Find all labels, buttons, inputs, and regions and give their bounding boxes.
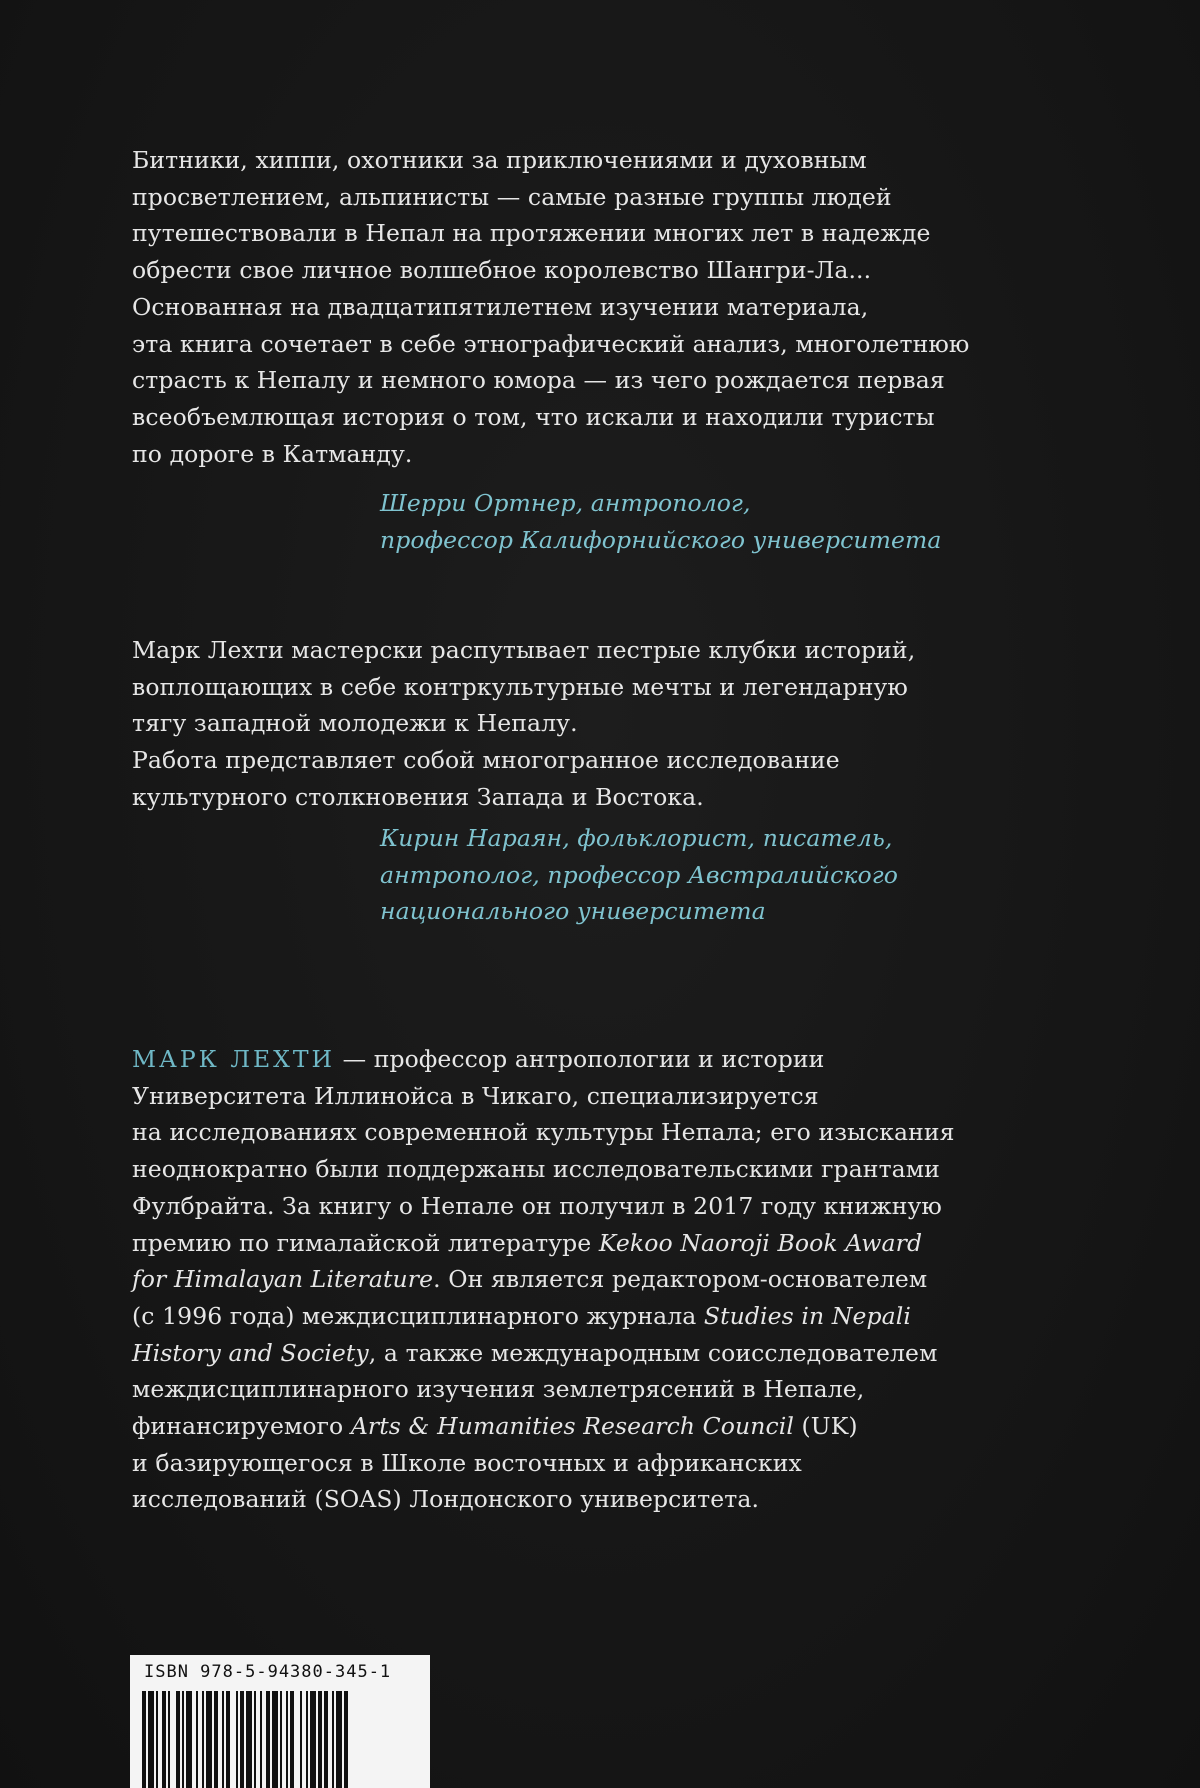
author-name: МАРК ЛЕХТИ bbox=[132, 1045, 335, 1073]
quote-2-attribution bbox=[380, 820, 1100, 930]
barcode-bar bbox=[196, 1691, 198, 1788]
barcode-bar bbox=[202, 1691, 204, 1788]
attribution-line: Кирин Нараян, фольклорист, писатель, bbox=[380, 824, 893, 852]
barcode-bar bbox=[186, 1691, 192, 1788]
quote-2-line: воплощающих в себе контркультурные мечты и легендарную bbox=[132, 672, 908, 701]
quote-1-line: страсть к Непалу и немного юмора — из чего рождается первая bbox=[132, 366, 945, 395]
journal-title: History and Society bbox=[132, 1338, 369, 1367]
quote-2-line: Работа представляет собой многогранное исследование bbox=[132, 746, 840, 775]
bio-line: Фулбрайта. За книгу о Непале он получил в 2017 году книжную bbox=[132, 1191, 942, 1220]
quote-1-line: всеобъемлющая история о том, что искали и находили туристы bbox=[132, 402, 935, 431]
barcode-bar bbox=[300, 1691, 302, 1788]
quote-1-line: Битники, хиппи, охотники за приключениями и духовным bbox=[132, 146, 867, 174]
barcode-bar bbox=[310, 1691, 316, 1788]
barcode-bar bbox=[306, 1691, 308, 1788]
barcode-icon bbox=[140, 1691, 420, 1788]
barcode-bar bbox=[266, 1691, 270, 1788]
barcode-bar bbox=[332, 1691, 334, 1788]
barcode-bar bbox=[280, 1691, 282, 1788]
quote-1-line: по дороге в Катманду. bbox=[132, 439, 413, 468]
barcode-bar bbox=[236, 1691, 238, 1788]
attribution-line: Шерри Ортнер, антрополог, bbox=[380, 489, 751, 517]
council-name: Arts & Humanities Research Council bbox=[350, 1412, 794, 1441]
barcode-bar bbox=[226, 1691, 230, 1788]
bio-line: неоднократно были поддержаны исследовательскими грантами bbox=[132, 1155, 940, 1184]
bio-line: финансируемого Arts & Humanities Research Council (UK) bbox=[132, 1412, 858, 1441]
barcode-bar bbox=[290, 1691, 294, 1788]
award-title: Kekoo Naoroji Book Award bbox=[598, 1228, 923, 1257]
attribution-line: антрополог, профессор Австралийского bbox=[380, 860, 898, 889]
quote-1-line: обрести свое личное волшебное королевство Шангри-Ла... bbox=[132, 256, 872, 285]
barcode-bar bbox=[318, 1691, 322, 1788]
journal-title: Studies in Nepali bbox=[703, 1301, 911, 1330]
award-title: for Himalayan Literature bbox=[132, 1265, 434, 1294]
barcode-bar bbox=[246, 1691, 252, 1788]
quote-2-line: культурного столкновения Запада и Востока. bbox=[132, 782, 704, 811]
bio-line: History and Society, а также международным соисследователем bbox=[132, 1338, 938, 1367]
bio-line: на исследованиях современной культуры Непала; его изыскания bbox=[132, 1118, 955, 1147]
quote-2-line: Марк Лехти мастерски распутывает пестрые клубки историй, bbox=[132, 636, 916, 664]
barcode-bar bbox=[336, 1691, 342, 1788]
bio-line: Университета Иллинойса в Чикаго, специализируется bbox=[132, 1081, 819, 1110]
barcode-bar bbox=[240, 1691, 244, 1788]
barcode-bar bbox=[182, 1691, 184, 1788]
quote-1 bbox=[132, 142, 1092, 472]
attribution-line: профессор Калифорнийского университета bbox=[380, 525, 942, 554]
barcode-bar bbox=[148, 1691, 154, 1788]
quote-1-attribution bbox=[380, 485, 1100, 558]
bio-line: for Himalayan Literature. Он является редактором-основателем bbox=[132, 1265, 928, 1294]
quote-2-line: тягу западной молодежи к Непалу. bbox=[132, 709, 578, 738]
isbn-text: ISBN 978-5-94380-345-1 bbox=[144, 1662, 392, 1682]
barcode-bar bbox=[162, 1691, 166, 1788]
attribution-line: национального университета bbox=[380, 897, 766, 926]
barcode-bar bbox=[142, 1691, 146, 1788]
barcode-bar bbox=[156, 1691, 158, 1788]
barcode-bar bbox=[344, 1691, 348, 1788]
quote-1-line: Основанная на двадцатипятилетнем изучении материала, bbox=[132, 292, 869, 321]
quote-1-line: путешествовали в Непал на протяжении многих лет в надежде bbox=[132, 219, 931, 248]
barcode-bar bbox=[254, 1691, 256, 1788]
bio-line: исследований (SOAS) Лондонского университета. bbox=[132, 1485, 760, 1514]
barcode-bar bbox=[206, 1691, 212, 1788]
quote-1-line: просветлением, альпинисты — самые разные группы людей bbox=[132, 182, 892, 211]
quote-2 bbox=[132, 632, 1092, 816]
barcode-label bbox=[130, 1655, 430, 1788]
bio-line: премию по гималайской литературе Kekoo Naoroji Book Award bbox=[132, 1228, 923, 1257]
barcode-bar bbox=[324, 1691, 328, 1788]
barcode-bar bbox=[260, 1691, 262, 1788]
bio-line: (с 1996 года) междисциплинарного журнала Studies in Nepali bbox=[132, 1301, 911, 1330]
author-bio bbox=[132, 1041, 1092, 1518]
barcode-bar bbox=[222, 1691, 224, 1788]
barcode-bar bbox=[168, 1691, 170, 1788]
barcode-bar bbox=[286, 1691, 288, 1788]
barcode-bar bbox=[176, 1691, 180, 1788]
bio-line: междисциплинарного изучения землетрясений в Непале, bbox=[132, 1375, 865, 1404]
barcode-bar bbox=[272, 1691, 278, 1788]
quote-1-line: эта книга сочетает в себе этнографический анализ, многолетнюю bbox=[132, 329, 970, 358]
bio-line: МАРК ЛЕХТИ — профессор антропологии и истории bbox=[132, 1045, 825, 1073]
bio-line: и базирующегося в Школе восточных и африканских bbox=[132, 1448, 802, 1477]
barcode-bar bbox=[214, 1691, 218, 1788]
